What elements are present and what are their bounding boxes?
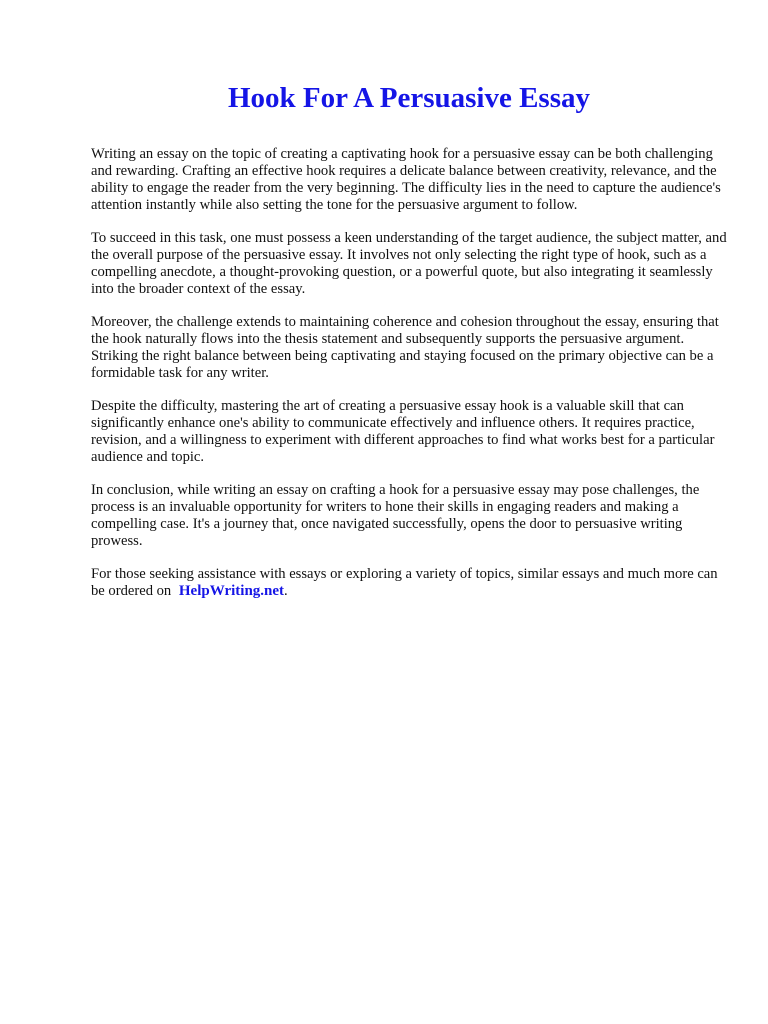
paragraph-3: Moreover, the challenge extends to maintaining coherence and cohesion throughout the essay, ensuring that the hook naturally flows into the thesis statement and subsequently supports the persuasive argument. Striking the right balance between being captivating and staying focused on the primary objective can be a formidable task for any writer. <box>91 314 719 381</box>
paragraph-2: To succeed in this task, one must possess a keen understanding of the target audience, the subject matter, and the overall purpose of the persuasive essay. It involves not only selecting the right type of hook, such as a compelling anecdote, a thought-provoking question, or a powerful quote, but also integrating it seamlessly into the broader context of the essay. <box>91 230 727 297</box>
paragraph-4: Despite the difficulty, mastering the art of creating a persuasive essay hook is a valuable skill that can significantly enhance one's ability to communicate effectively and influence others. It requires practice, revision, and a willingness to experiment with different approaches to find what works best for a particular audience and topic. <box>91 398 715 465</box>
paragraph-5: In conclusion, while writing an essay on crafting a hook for a persuasive essay may pose challenges, the process is an invaluable opportunity for writers to hone their skills in engaging readers and making a compelling case. It's a journey that, once navigated successfully, opens the door to persuasive writing prowess. <box>91 482 700 549</box>
closing-suffix: . <box>284 583 288 599</box>
closing-paragraph <box>91 566 731 600</box>
essay-body <box>91 146 731 616</box>
helpwriting-link[interactable]: HelpWriting.net <box>178 583 285 599</box>
paragraph-1: Writing an essay on the topic of creating a captivating hook for a persuasive essay can be both challenging and rewarding. Crafting an effective hook requires a delicate balance between creativity, relevance, and the ability to engage the reader from the very beginning. The difficulty lies in the need to capture the audience's attention instantly while also setting the tone for the persuasive argument to follow. <box>91 146 721 213</box>
page-title: Hook For A Persuasive Essay <box>228 82 590 114</box>
closing-text: For those seeking assistance with essays or exploring a variety of topics, similar essays and much more can be ordered on <box>91 566 718 599</box>
